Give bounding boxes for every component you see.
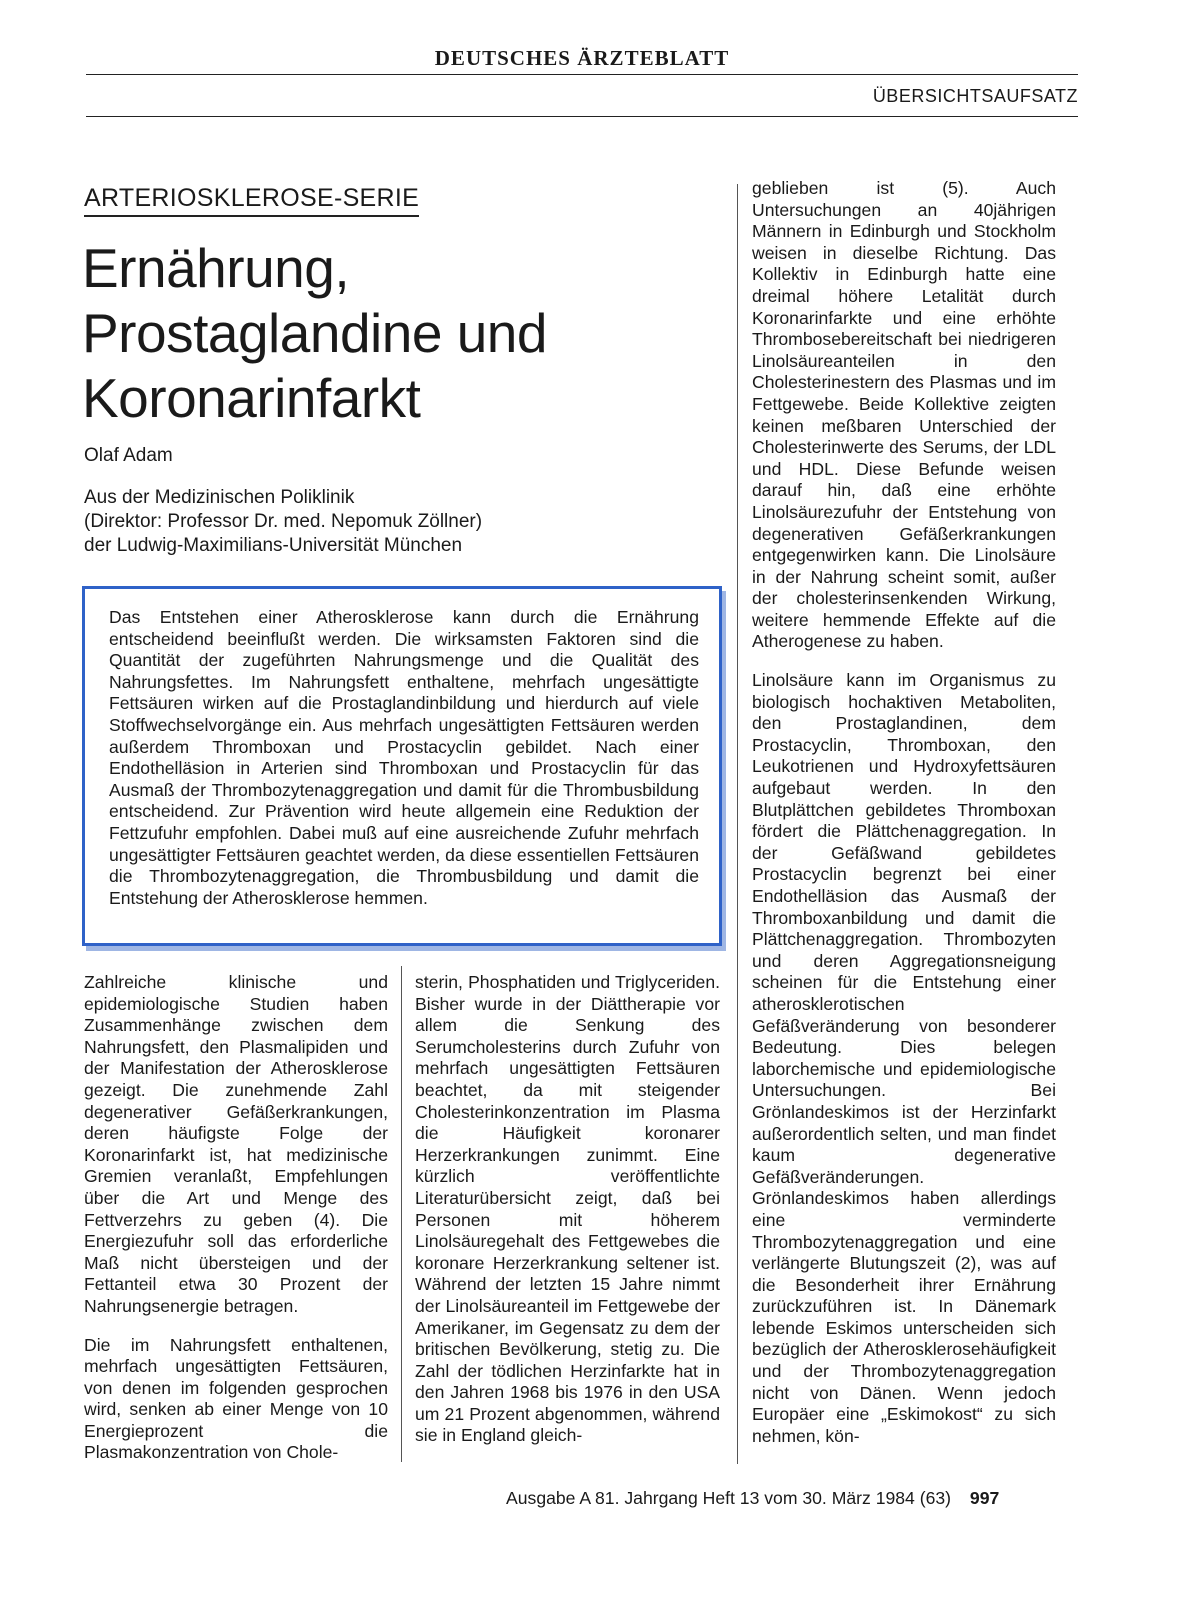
section-label: ÜBERSICHTSAUFSATZ xyxy=(872,86,1078,106)
body-paragraph: sterin, Phosphatiden und Triglyceriden. Bisher wurde in der Diättherapie vor allem die Senkung des Serumcholesterins durch Zufuhr von mehrfach ungesättigten Fettsäuren beachtet, da mit steigender Cholesterinkonzentration im Plasma die Häufigkeit koronarer Herzerkrankungen zunimmt. Eine kürzlich veröffentlichte Literaturübersicht zeigt, daß bei Personen mit höherem Linolsäuregehalt des Fettgewebes die koronare Herzerkrankung seltener ist. Während der letzten 15 Jahre nimmt der Linolsäureanteil im Fettgewebe der Amerikaner, im Gegensatz zu dem der britischen Bevölkerung, stetig zu. Die Zahl der tödlichen Herzinfarkte hat in den Jahren 1968 bis 1976 in den USA um 21 Prozent abgenommen, während sie in England gleich- xyxy=(415,972,720,1446)
page-number: 997 xyxy=(969,1488,1000,1508)
body-paragraph: geblieben ist (5). Auch Untersuchungen an 40jährigen Männern in Edinburgh und Stockholm weisen in dieselbe Richtung. Das Kollektiv in Edinburgh hatte eine dreimal höhere Letalität durch Koronarinfarkte und eine erhöhte Thrombosebereitschaft bei niedrigeren Linolsäureanteilen in den Cholesterinestern des Plasmas und im Fettgewebe. Beide Kollektive zeigten keinen meßbaren Unterschied der Cholesterinwerte des Serums, der LDL und HDL. Diese Befunde weisen darauf hin, daß eine erhöhte Linolsäurezufuhr der Entstehung von degenerativen Gefäßerkrankungen entgegenwirken kann. Die Linolsäure in der Nahrung scheint somit, außer der cholesterinsenkenden Wirkung, weitere hemmende Effekte auf die Atherogenese zu haben. xyxy=(752,178,1056,652)
body-paragraph: Zahlreiche klinische und epidemiologische Studien haben Zusammenhänge zwischen dem Nahrungsfett, den Plasmalipiden und der Manifestation der Atherosklerose gezeigt. Die zunehmende Zahl degenerativer Gefäßerkrankungen, deren häufigste Folge der Koronarinfarkt ist, hat medizinische Gremien veranlaßt, Empfehlungen über die Art und Menge des Fettverzehrs zu geben (4). Die Energiezufuhr soll das erforderliche Maß nicht übersteigen und der Fettanteil etwa 30 Prozent der Nahrungsenergie betragen. xyxy=(84,972,388,1316)
column-rule xyxy=(401,966,402,1462)
body-paragraph: Linolsäure kann im Organismus zu biologisch hochaktiven Metaboliten, den Prostaglandinen, dem Prostacyclin, Thromboxan, den Leukotrienen und Hydroxyfettsäuren aufgebaut werden. In den Blutplättchen gebildetes Thromboxan fördert die Plättchenaggregation. In der Gefäßwand gebildetes Prostacyclin begrenzt bei einer Endothelläsion das Ausmaß der Thromboxanbildung und damit die Plättchenaggregation. Thrombozyten und deren Aggregationsneigung scheinen für die Entstehung einer atherosklerotischen Gefäßveränderung von besonderer Bedeutung. Dies belegen laborchemische und epidemiologische Untersuchungen. Bei Grönlandeskimos ist der Herzinfarkt außerordentlich selten, und man findet kaum degenerative Gefäßveränderungen. Grönlandeskimos haben allerdings eine verminderte Thrombozytenaggregation und eine verlängerte Blutungszeit (2), was auf die Besonderheit ihrer Ernährung zurückzuführen ist. In Dänemark lebende Eskimos unterscheiden sich bezüglich der Atherosklerosehäufigkeit und der Thrombozytenaggregation nicht von Dänen. Wenn jedoch Europäer eine „Eskimokost“ zu sich nehmen, kön- xyxy=(752,670,1056,1446)
affiliation-line: (Direktor: Professor Dr. med. Nepomuk Zöllner) xyxy=(84,511,483,532)
title-line: Prostaglandine und xyxy=(82,302,547,364)
column-rule xyxy=(737,184,738,1464)
affiliation-line: der Ludwig-Maximilians-Universität München xyxy=(84,535,463,556)
masthead: DEUTSCHES ÄRZTEBLATT xyxy=(434,46,730,70)
article-title xyxy=(82,236,547,431)
author-name: Olaf Adam xyxy=(84,445,173,466)
page-footer xyxy=(506,1488,999,1509)
abstract-text: Das Entstehen einer Atherosklerose kann durch die Ernährung entscheidend beeinflußt werden. Die wirksamsten Faktoren sind die Quantität der zugeführten Nahrungsmenge und die Qualität des Nahrungsfettes. Im Nahrungsfett enthaltene, mehrfach ungesättigte Fettsäuren wirken auf die Prostaglandinbildung und hierdurch auf viele Stoffwechselvorgänge ein. Aus mehrfach ungesättigten Fettsäuren werden außerdem Thromboxan und Prostacyclin gebildet. Nach einer Endothelläsion in Arterien sind Thromboxan und Prostacyclin für das Ausmaß der Thrombozytenaggregation und damit für die Thrombusbildung entscheidend. Zur Prävention wird heute allgemein eine Reduktion der Fettzufuhr empfohlen. Dabei muß auf eine ausreichende Zufuhr mehrfach ungesättigter Fettsäuren geachtet werden, da diese essentiellen Fettsäuren die Thrombozytenaggregation, die Thrombusbildung und damit die Entstehung der Atherosklerose hemmen. xyxy=(109,607,699,908)
affiliation xyxy=(84,486,482,558)
title-line: Ernährung, xyxy=(82,237,350,299)
body-paragraph: Die im Nahrungsfett enthaltenen, mehrfach ungesättigten Fettsäuren, von denen im folgenden gesprochen wird, senken ab einer Menge von 10 Energieprozent die Plasmakonzentration von Chole- xyxy=(84,1334,388,1463)
body-column-middle xyxy=(415,972,720,1447)
affiliation-line: Aus der Medizinischen Poliklinik xyxy=(84,487,355,508)
series-kicker: ARTERIOSKLEROSE-SERIE xyxy=(84,184,419,217)
issue-citation: Ausgabe A 81. Jahrgang Heft 13 vom 30. März 1984 (63) xyxy=(506,1488,952,1508)
body-column-right xyxy=(752,178,1056,1447)
title-line: Koronarinfarkt xyxy=(82,367,421,429)
section-rule xyxy=(86,116,1078,117)
body-column-left xyxy=(84,972,388,1464)
abstract-box xyxy=(82,586,722,946)
masthead-rule xyxy=(86,74,1078,75)
